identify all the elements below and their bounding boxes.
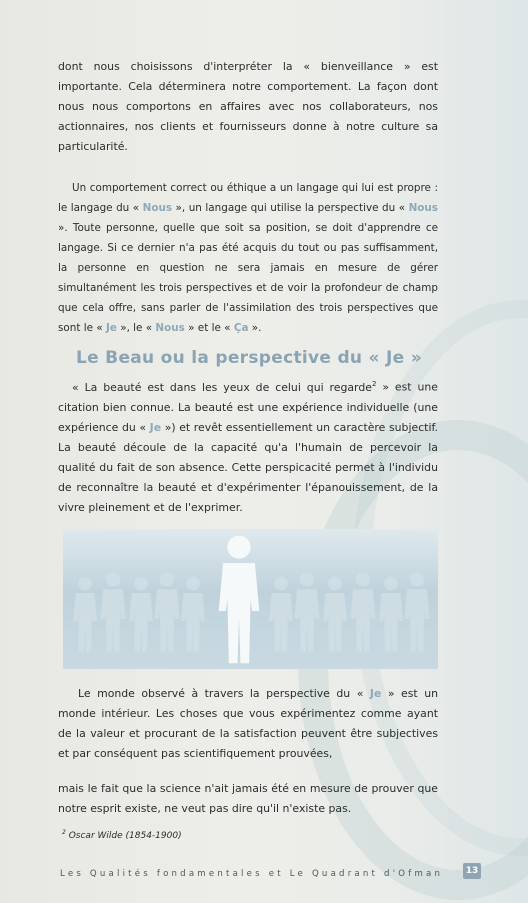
footnote-text: Oscar Wilde (1854-1900) <box>68 831 182 841</box>
text-run: », le « <box>116 322 156 334</box>
text-run: « La beauté est dans les yeux de celui qui regarde <box>72 380 372 394</box>
highlight-term: Nous <box>155 322 185 334</box>
text-run: dont nous choisissons d'interpréter la « bienveillance » est importante. Cela déterminera notre comportement. La façon dont nous nous comportons en affaires avec nos collaborateurs, nos actionnaires, nos clients et fournisseurs donne à notre culture sa particularité. <box>58 60 438 153</box>
central-person-figure <box>219 536 260 664</box>
section-heading: Le Beau ou la perspective du « Je » <box>76 348 422 368</box>
text-run: Un comportement correct ou éthique a un langage qui lui est propre : le langage du « <box>58 182 438 214</box>
paragraph <box>58 178 438 338</box>
text-run: » est un monde intérieur. Les choses que vous expérimentez comme ayant de la valeur et procurant de la satisfaction peuvent être subjectives et par conséquent pas scientifiquement prouvées, <box>58 687 438 760</box>
crowd-illustration <box>63 529 438 669</box>
text-run: ». Toute personne, quelle que soit sa position, se doit d'apprendre ce langage. Si ce dernier n'a pas été acquis du tout ou pas suffisamment, la personne en question ne sera jamais en mesure de gérer simultanément les trois perspectives et de voir la profondeur de champ que cela offre, sans parler de l'assimilation des trois perspectives que sont le « <box>58 222 438 334</box>
paragraph <box>58 374 438 518</box>
footnote <box>62 829 182 841</box>
highlight-term: Ça <box>233 322 249 334</box>
text-run: », un langage qui utilise la perspective du « <box>172 202 409 214</box>
highlight-term: Je <box>149 420 162 434</box>
footnote-number: 2 <box>62 829 66 836</box>
running-footer: Les Qualités fondamentales et Le Quadrant d'Ofman <box>60 869 444 879</box>
paragraph <box>58 57 438 157</box>
text-run: » et le « <box>184 322 234 334</box>
text-run: ». <box>248 322 262 334</box>
text-run: Le monde observé à travers la perspective du « <box>78 687 370 700</box>
highlight-term: Je <box>105 322 117 334</box>
highlight-term: Je <box>369 687 382 700</box>
footnote-ref: 2 <box>371 380 377 388</box>
illustration-banner <box>63 529 438 669</box>
paragraph <box>58 684 438 764</box>
highlight-term: Nous <box>142 202 173 214</box>
text-run: mais le fait que la science n'ait jamais été en mesure de prouver que notre esprit existe, ne veut pas dire qu'il n'existe pas. <box>58 782 438 815</box>
page-number-badge: 13 <box>463 863 481 879</box>
paragraph <box>58 779 438 819</box>
text-run: ») et revêt essentiellement un caractère subjectif. La beauté découle de la capacité qu'a l'humain de percevoir la qualité du fait de son absence. Cette perspicacité permet à l'individu de reconnaître la beauté et d'expérimenter l'épanouissement, de la vivre pleinement et de l'exprimer. <box>58 420 438 514</box>
highlight-term: Nous <box>408 202 438 214</box>
text-run: » est une citation bien connue. La beauté est une expérience individuelle (une expérience du « <box>58 380 439 434</box>
